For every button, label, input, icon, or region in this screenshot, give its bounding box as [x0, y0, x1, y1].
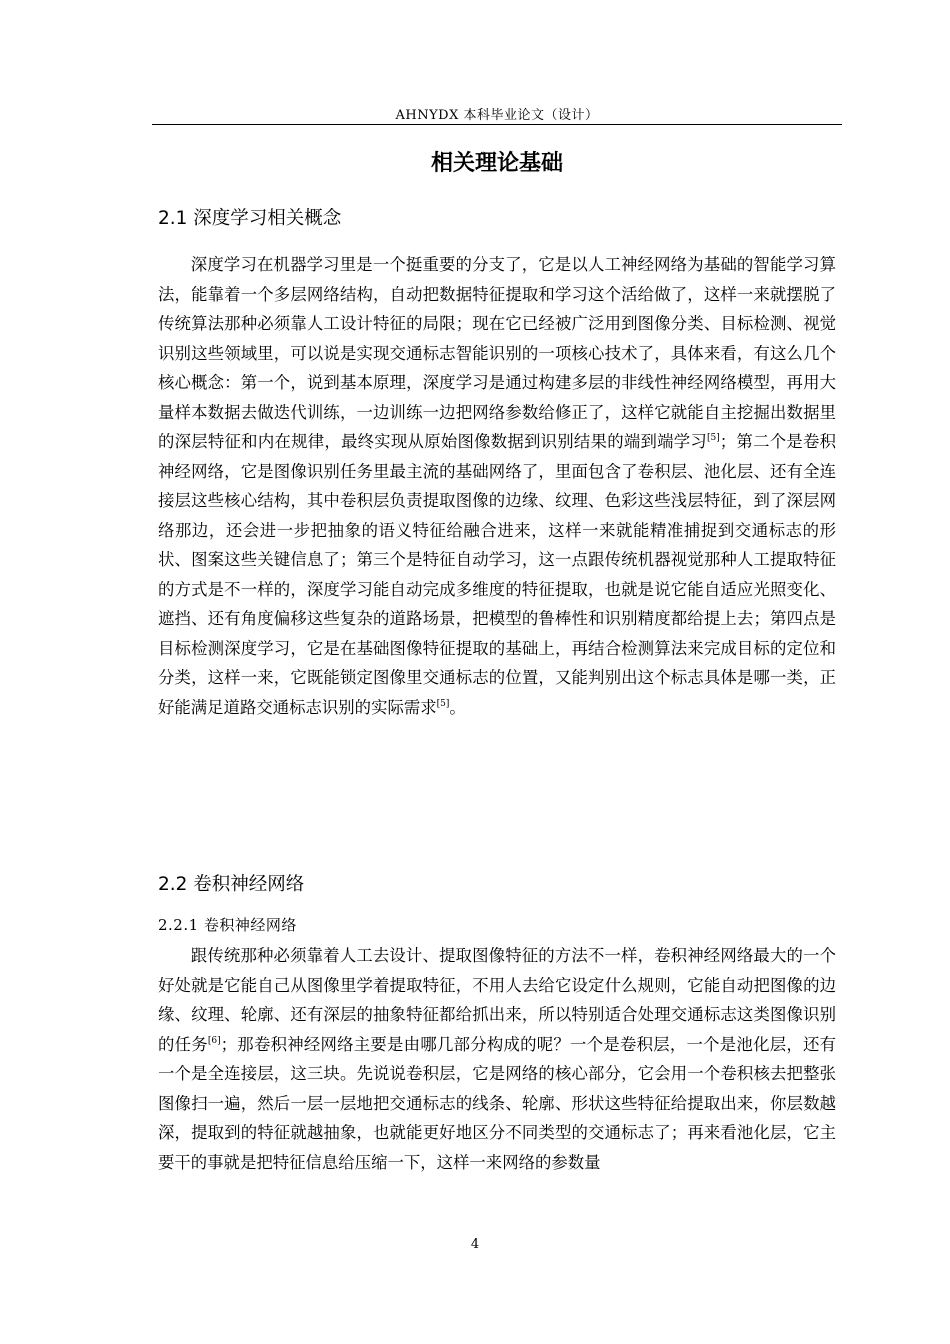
citation: [6]: [207, 1035, 221, 1046]
section-title-2-2: 2.2 卷积神经网络: [158, 874, 305, 895]
paragraph-text: 深度学习在机器学习里是一个挺重要的分支了，它是以人工神经网络为基础的智能学习算法，能靠着一个多层网络结构，自动把数据特征提取和学习这个活给做了，这样一来就摆脱了传统算法那种必须靠人工设计特征的局限；现在它已经被广泛用到图像分类、目标检测、视觉识别这些领域里，可以说是实现交通标志智能识别的一项核心技术了，具体来看，有这么几个核心概念：第一个，说到基本原理，深度学习是通过构建多层的非线性神经网络模型，再用大量样本数据去做迭代训练，一边训练一边把网络参数给修正了，这样它就能自主挖掘出数据里的深层特征和内在规律，最终实现从原始图像数据到识别结果的端到端学习: [158, 255, 836, 451]
citation: [5]: [436, 698, 450, 709]
page-number: 4: [470, 1237, 480, 1252]
paragraph-text: ；第二个是卷积神经网络，它是图像识别任务里最主流的基础网络了，里面包含了卷积层、池化层、还有全连接层这些核心结构，其中卷积层负责提取图像的边缘、纹理、色彩这些浅层特征，到了深层网络那边，还会进一步把抽象的语义特征给融合进来，这样一来就能精准捕捉到交通标志的形状、图案这些关键信息了；第三个是特征自动学习，这一点跟传统机器视觉那种人工提取特征的方式是不一样的，深度学习能自动完成多维度的特征提取，也就是说它能自适应光照变化、遮挡、还有角度偏移这些复杂的道路场景，把模型的鲁棒性和识别精度都给提上去；第四点是目标检测深度学习，它是在基础图像特征提取的基础上，再结合检测算法来完成目标的定位和分类，这样一来，它既能锁定图像里交通标志的位置，又能判别出这个标志具体是哪一类，正好能满足道路交通标志识别的实际需求: [158, 432, 837, 717]
paragraph-text: ；那卷积神经网络主要是由哪几部分构成的呢？一个是卷积层，一个是池化层，还有一个是全连接层，这三块。先说说卷积层，它是网络的核心部分，它会用一个卷积核去把整张图像扫一遍，然后一层一层地把交通标志的线条、轮廓、形状这些特征给提取出来，你层数越深，提取到的特征就越抽象，也就能更好地区分不同类型的交通标志了；再来看池化层，它主要干的事就是把特征信息给压缩一下，这样一来网络的参数量: [158, 1034, 837, 1172]
citation: [5]: [707, 433, 720, 443]
paragraph-text: 。: [449, 697, 466, 717]
running-header: AHNYDX 本科毕业论文（设计）: [395, 108, 599, 123]
section-2-1-paragraph: [158, 250, 836, 722]
section-2-2-1-paragraph: [158, 941, 836, 1177]
paragraph-text: 跟传统那种必须靠着人工去设计、提取图像特征的方法不一样，卷积神经网络最大的一个好处就是它能自己从图像里学着提取特征，不用人去给它设定什么规则，它能自动把图像的边缘、纹理、轮廓、还有深层的抽象特征都给抓出来，所以特别适合处理交通标志这类图像识别的任务: [158, 946, 836, 1054]
section-title-2-1: 2.1 深度学习相关概念: [158, 208, 342, 229]
header-rule: [152, 124, 842, 125]
chapter-title: 相关理论基础: [430, 151, 563, 176]
subsection-title-2-2-1: 2.2.1 卷积神经网络: [158, 916, 297, 934]
